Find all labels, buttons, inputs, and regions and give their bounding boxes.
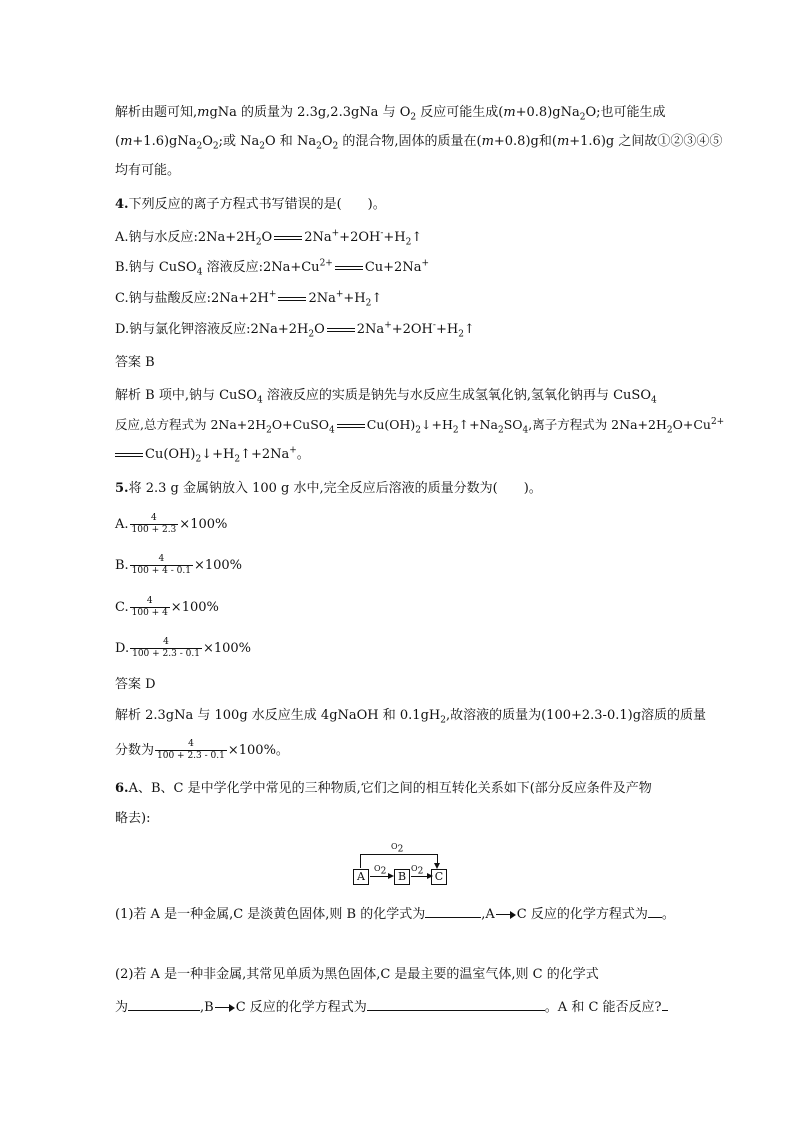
question-5-option-b: B. $\frac{4}{100 + 4 - 0.1}$ ×100% [115, 554, 242, 576]
node-b: B [394, 869, 410, 885]
question-4-explanation-line-1: 解析 B 项中,钠与 CuSO$_4$ 溶液反应的实质是钠先与水反应生成氢氧化钠,氢氧化钠再与 CuSO$_4$ [115, 388, 657, 406]
arrow-icon [496, 911, 516, 919]
question-6-stem-line-2: 略去): [115, 811, 151, 826]
fraction: $\frac{4}{100 + 2.3}$ [131, 513, 177, 535]
equals-sign [337, 424, 365, 428]
question-5-stem: 5.将 2.3 g 金属钠放入 100 g 水中,完全反应后溶液的质量分数为( )。 [115, 481, 542, 496]
o2-label-ab: $O_2$ [374, 864, 387, 877]
question-6-part-2-line-1: (2)若 A 是一种非金属,其常见单质为黑色固体,C 是最主要的温室气体,则 C 的化学式 [115, 967, 599, 982]
equals-sign [115, 453, 143, 457]
node-a: A [353, 869, 369, 885]
conversion-diagram [345, 838, 455, 890]
o2-label-top: $O_2$ [391, 842, 404, 855]
question-5-explanation-line-1: 解析 2.3gNa 与 100g 水反应生成 4gNaOH 和 $0.1gH_2$,故溶液的质量为(100+2.3-0.1)g溶质的质量 [115, 708, 707, 726]
answer-blank-c-formula[interactable] [128, 997, 200, 1011]
explanation-line-2: $(m+1.6)gNa_2O_2$;或 $Na_2O$ 和 $Na_2O_2$ 的混合物,固体的质量在(m+0.8)g和(m+1.6)g 之间故①②③④⑤ [115, 134, 723, 152]
question-4-explanation-line-2: 反应,总方程式为 $2Na+2H_2O+CuSO_4$ $Cu(OH)_2↓+H_2↑+Na_2SO_4$,离子方程式为 $2Na+2H_2O+Cu^{2+}$ [115, 416, 725, 436]
question-4-stem: 4.下列反应的离子方程式书写错误的是( )。 [115, 197, 386, 212]
question-5-answer: 答案 D [115, 677, 156, 692]
answer-blank-a-c-reaction[interactable] [662, 997, 668, 1011]
connector-line [360, 854, 437, 855]
question-4-option-d: D.钠与氯化钾溶液反应$:2Na+2H_2O$ $2Na^++2OH^-+H_2↑$ [115, 320, 475, 340]
equals-sign [274, 236, 302, 240]
equals-sign [335, 266, 363, 270]
connector-line [360, 854, 361, 868]
arrow-b-to-c [411, 876, 428, 877]
question-4-explanation-line-3: $Cu(OH)_2↓+H_2↑+2Na^+$。 [115, 446, 310, 464]
question-5-option-c: C. $\frac{4}{100 + 4}$ ×100% [115, 596, 219, 618]
fraction: $\frac{4}{100 + 2.3 - 0.1}$ [157, 739, 225, 761]
question-6-part-2-line-2: 为 ,B C 反应的化学方程式为 。A 和 C 能否反应? [115, 997, 668, 1017]
fraction: $\frac{4}{100 + 2.3 - 0.1}$ [132, 637, 200, 659]
question-5-explanation-line-2: 分数为 $\frac{4}{100 + 2.3 - 0.1}$ ×100%。 [115, 739, 289, 761]
o2-label-bc: $O_2$ [411, 864, 424, 877]
equals-sign [278, 297, 306, 301]
answer-blank-b-to-c-equation[interactable] [367, 997, 545, 1011]
node-c: C [431, 869, 447, 885]
question-4-option-b: B.钠与 CuSO$_4$ 溶液反应$:2Na+Cu^{2+}$ Cu+2Na+ [115, 258, 429, 278]
answer-blank-a-to-c-equation[interactable] [648, 904, 662, 918]
answer-blank-b-formula[interactable] [425, 904, 481, 918]
arrow-icon [215, 1004, 235, 1012]
explanation-line-3: 均有可能。 [115, 163, 181, 178]
explanation-line-1: 解析由题可知,mgNa 的质量为 2.3g,2.3gNa 与 $O_2$ 反应可能生成(m+0.8)gNa$_2$O;也可能生成 [115, 105, 666, 123]
question-5-option-a: A. $\frac{4}{100 + 2.3}$ ×100% [115, 513, 228, 535]
question-5-option-d: D. $\frac{4}{100 + 2.3 - 0.1}$ ×100% [115, 637, 251, 659]
fraction: $\frac{4}{100 + 4 - 0.1}$ [131, 554, 191, 576]
question-4-answer: 答案 B [115, 355, 155, 370]
fraction: $\frac{4}{100 + 4}$ [131, 596, 168, 618]
equals-sign [327, 328, 355, 332]
question-4-option-a: A.钠与水反应$:2Na+2H_2O$ $2Na^++2OH^-+H_2↑$ [115, 228, 423, 248]
question-6-stem-line-1: 6.A、B、C 是中学化学中常见的三种物质,它们之间的相互转化关系如下(部分反应条件及产物 [115, 781, 652, 796]
question-6-part-1: (1)若 A 是一种金属,C 是淡黄色固体,则 B 的化学式为 ,A C 反应的化学方程式为 。 [115, 904, 675, 924]
question-4-option-c: C.钠与盐酸反应:2Na+2H+ $2Na^++H_2↑$ [115, 289, 383, 309]
arrow-a-to-b [370, 876, 389, 877]
